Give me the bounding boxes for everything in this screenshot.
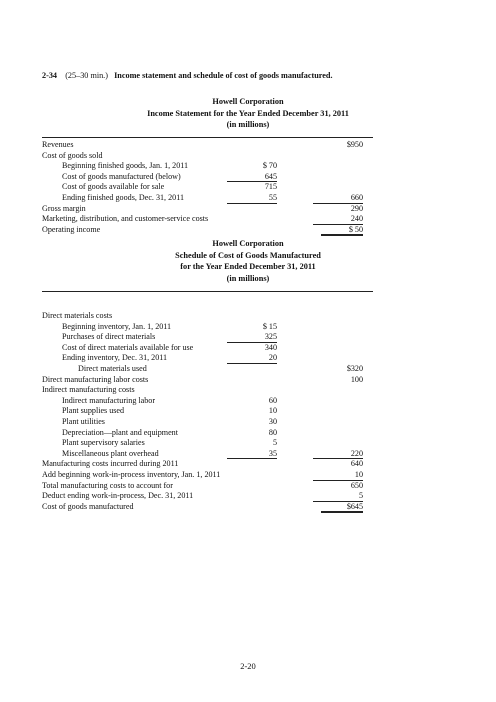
row-label: Cost of goods sold [42, 150, 103, 160]
total-amount: 5 [313, 491, 363, 502]
row-label: Direct materials costs [42, 311, 113, 320]
row-label: Plant supplies used [62, 406, 125, 416]
total-amount: $ 50 [321, 225, 363, 237]
table-row [42, 417, 373, 428]
row-label: Cost of direct materials available for use [62, 342, 194, 352]
table-row [42, 428, 373, 439]
row-label: Beginning finished goods, Jan. 1, 2011 [62, 161, 189, 171]
table-row [42, 406, 373, 417]
row-label: Indirect manufacturing labor [62, 395, 156, 405]
schedule-company: Howell Corporation [212, 239, 284, 248]
page-number: 2-20 [240, 661, 256, 671]
row-label: Direct manufacturing labor costs [42, 374, 149, 384]
row-label: Miscellaneous plant overhead [62, 448, 159, 458]
table-row [42, 172, 373, 183]
row-label: Manufacturing costs incurred during 2011 [42, 459, 179, 469]
row-label: Purchases of direct materials [62, 332, 156, 342]
total-amount: 650 [350, 480, 363, 490]
total-amount: $950 [346, 140, 363, 149]
table-row [42, 311, 373, 322]
table-row [42, 481, 373, 492]
row-label: Depreciation—plant and equipment [62, 427, 178, 437]
row-label: Direct materials used [78, 364, 147, 373]
detail-amount: 325 [227, 332, 277, 343]
table-row [42, 214, 373, 225]
table-row [42, 449, 373, 460]
row-label: Beginning inventory, Jan. 1, 2011 [62, 321, 172, 331]
row-label: Operating income [42, 224, 101, 234]
row-label: Marketing, distribution, and customer-service costs [42, 214, 209, 224]
problem-heading [42, 71, 333, 80]
total-amount: 10 [313, 470, 363, 481]
total-amount: 660 [313, 193, 363, 204]
row-label: Cost of goods available for sale [62, 182, 165, 192]
table-row [42, 161, 373, 172]
table-row [42, 364, 373, 375]
table-row [42, 322, 373, 333]
table-row [42, 375, 373, 386]
income-statement-title: Income Statement for the Year Ended December 31, 2011 [147, 108, 349, 118]
table-row [42, 182, 373, 193]
schedule-top-rule [42, 291, 373, 292]
row-label: Plant supervisory salaries [62, 438, 145, 448]
row-label: Indirect manufacturing costs [42, 385, 135, 395]
detail-amount: 60 [268, 395, 277, 405]
detail-amount: 55 [227, 193, 277, 204]
schedule-units: (in millions) [226, 273, 270, 283]
income-statement-company: Howell Corporation [212, 97, 284, 106]
row-label: Plant utilities [62, 417, 105, 426]
detail-amount: 340 [264, 342, 277, 352]
table-row [42, 470, 373, 481]
schedule-period: for the Year Ended December 31, 2011 [180, 262, 316, 271]
schedule-title: Schedule of Cost of Goods Manufactured [175, 250, 321, 260]
total-amount: 100 [350, 374, 363, 384]
table-row [42, 459, 373, 470]
row-label: Ending inventory, Dec. 31, 2011 [62, 353, 168, 363]
income-statement-top-rule [42, 137, 373, 138]
row-label: Deduct ending work-in-process, Dec. 31, 2011 [42, 491, 194, 501]
total-amount: 290 [350, 203, 363, 213]
row-label: Ending finished goods, Dec. 31, 2011 [62, 193, 184, 202]
detail-amount: 645 [227, 172, 277, 183]
problem-title: Income statement and schedule of cost of goods manufactured. [114, 71, 333, 80]
row-label: Add beginning work-in-process inventory, Jan. 1, 2011 [42, 470, 221, 479]
total-amount: $645 [321, 502, 363, 514]
row-label: Total manufacturing costs to account for [42, 480, 173, 490]
table-row [42, 193, 373, 204]
table-row [42, 353, 373, 364]
problem-time: (25–30 min.) [65, 71, 108, 80]
detail-amount: $ 15 [262, 321, 277, 331]
detail-amount: $ 70 [262, 161, 277, 171]
table-row [42, 140, 373, 151]
table-row [42, 343, 373, 354]
detail-amount: 715 [264, 182, 277, 192]
problem-number: 2-34 [42, 71, 58, 80]
table-row [42, 438, 373, 449]
table-row [42, 151, 373, 162]
row-label: Gross margin [42, 203, 86, 213]
row-label: Revenues [42, 140, 74, 149]
detail-amount: 35 [227, 449, 277, 460]
row-label: Cost of goods manufactured (below) [62, 171, 181, 181]
detail-amount: 5 [272, 438, 277, 448]
table-row [42, 396, 373, 407]
income-statement-units: (in millions) [226, 120, 270, 129]
table-row [42, 332, 373, 343]
row-label: Cost of goods manufactured [42, 501, 134, 511]
detail-amount: 10 [268, 406, 277, 416]
table-row [42, 225, 373, 236]
detail-amount: 30 [268, 417, 277, 426]
detail-amount: 20 [227, 353, 277, 364]
table-row [42, 491, 373, 502]
total-amount: 240 [313, 214, 363, 225]
table-row [42, 204, 373, 215]
total-amount: $320 [346, 364, 363, 373]
total-amount: 640 [350, 459, 363, 469]
table-row [42, 385, 373, 396]
table-row [42, 502, 373, 513]
total-amount: 220 [313, 449, 363, 460]
detail-amount: 80 [268, 427, 277, 437]
